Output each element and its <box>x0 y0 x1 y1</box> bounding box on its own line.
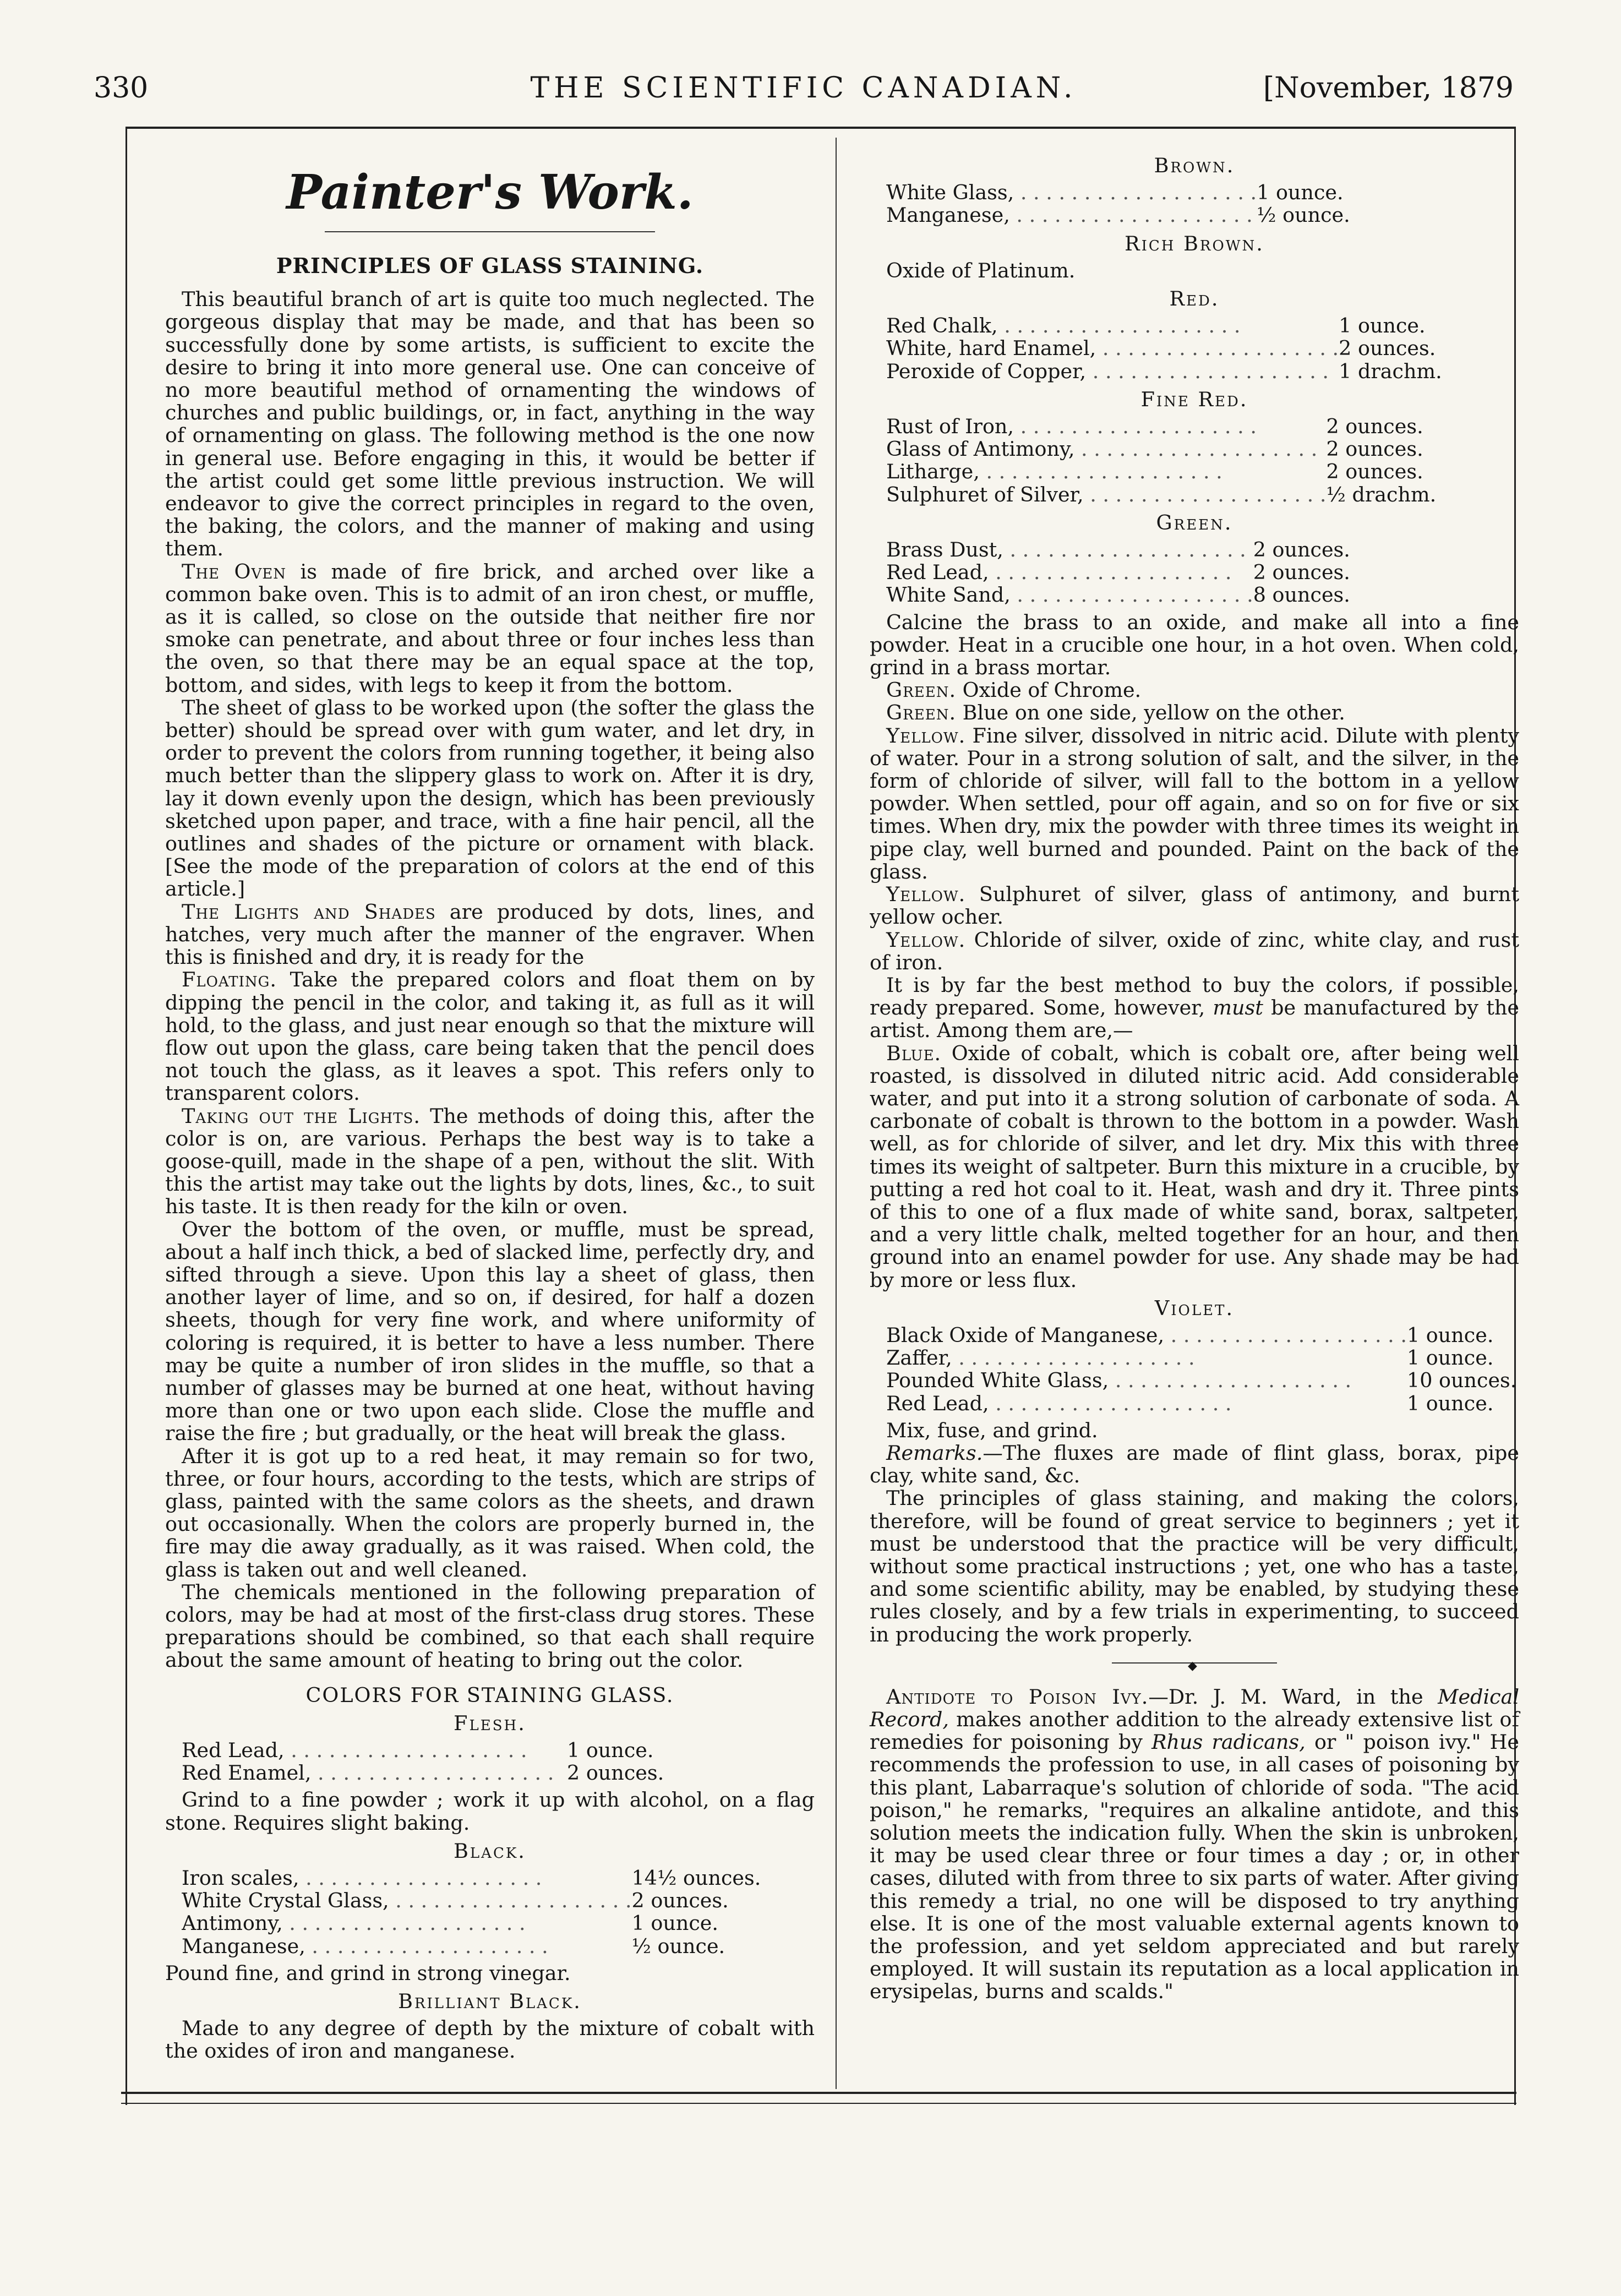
antidote-text-b: makes another addition to the already extensive list of remedies for poisoning by <box>870 1708 1519 1754</box>
page-number: 330 <box>94 72 149 105</box>
lights-text: are produced by dots, lines, and hatches, very much after the manner of the engraver. When this is finished and dry, it is ready for the <box>165 899 815 969</box>
green-chrome-lead: Green. <box>886 678 957 702</box>
chemicals-paragraph: The chemicals mentioned in the following preparation of colors, may be had at most of the first-class drug stores. These preparations should be combined, so that each shall require about the same amount of heating to bring out the color. <box>165 1580 815 1672</box>
quantity: 1 ounce. <box>567 1738 654 1762</box>
antidote-lead: Antidote to Poison Ivy. <box>886 1684 1149 1709</box>
heading-rule <box>325 231 655 232</box>
antidote-text-c: or " poison ivy." He recommends the profession to use, in all cases of poisoning by this plant, Labarraque's solution of chloride of soda. "The acid poison," he remarks, "requires an alkaline antidote, and this solution meets the indication fully. When the skin is unbroken, it may be used clear three or four times a day ; or, in other cases, diluted with from three to six parts of water. After giving this remedy a trial, no one will be disposed to try anything else. It is one of the most valuable external agents known to the profession, and yet seldom appreciated and but rarely employed. It will sustain its reputation as a local application in erysipelas, burns and scalds." <box>870 1730 1520 2004</box>
lights-lead: The Lights and Shades <box>182 899 436 924</box>
quantity: 2 ounces. <box>567 1761 664 1785</box>
flesh-note: Grind to a fine powder ; work it up with alcohol, on a flag stone. Requires slight baking. <box>165 1788 815 1835</box>
recipe-row <box>886 314 1482 337</box>
species-name: Rhus radicans, <box>1151 1730 1306 1754</box>
ingredient: Iron scales, . . . <box>182 1867 632 1889</box>
black-note: Pound fine, and grind in strong vinegar. <box>165 1961 571 1985</box>
yellow-silver-paragraph <box>870 724 1519 883</box>
blue-lead: Blue. <box>886 1041 942 1065</box>
oven-paragraph <box>165 560 815 696</box>
buy-text-b: be manufactured by the artist. Among them are,— <box>870 996 1519 1043</box>
recipe-row <box>182 1912 775 1934</box>
right-column <box>870 149 1519 2003</box>
ingredient: Red Lead, . . . <box>886 561 1253 583</box>
calcine-paragraph: Calcine the brass to an oxide, and make all into a fine powder. Heat in a crucible one hour, in a hot oven. When cold, grind in a brass mortar. <box>870 610 1519 680</box>
recipe-row <box>886 1369 1519 1392</box>
quantity: 14½ ounces. <box>631 1866 761 1890</box>
ingredient: Zaffer, . . . <box>886 1346 1407 1369</box>
quantity: 1 ounce. <box>1406 1391 1494 1415</box>
ingredient: Red Enamel, . . . <box>182 1761 567 1784</box>
running-header <box>94 66 1514 116</box>
buy-emphasis: must <box>1213 996 1263 1020</box>
fine-red-recipe <box>886 415 1469 506</box>
ingredient: White Glass, . . . <box>886 181 1257 204</box>
recipe-row <box>886 337 1482 359</box>
quantity: 1 ounce. <box>631 1911 719 1935</box>
quantity: 1 ounce. <box>1406 1346 1494 1370</box>
ingredient: White Sand, . . . <box>886 583 1253 606</box>
yellow-silver-lead: Yellow. <box>886 723 966 748</box>
quantity: 10 ounces. <box>1406 1368 1517 1393</box>
recipe-row <box>886 1324 1519 1346</box>
quantity: 2 ounces. <box>1253 560 1350 585</box>
antidote-text-a: —Dr. J. M. Ward, in the <box>1148 1684 1438 1709</box>
floating-paragraph <box>165 968 815 1104</box>
recipe-row <box>886 1346 1519 1369</box>
floating-text: Take the prepared colors and float them on by dipping the pencil in the color, and taking it, as full as it will hold, to the glass, and just near enough so that the mixture will flow out upon the glass, care being taken that the pencil does not touch the glass, as it leaves a spot. This refers only to transparent colors. <box>165 968 815 1105</box>
mix-note: Mix, fuse, and grind. <box>886 1418 1098 1442</box>
remarks-paragraph <box>870 1442 1519 1487</box>
ingredient: Manganese, . . . <box>886 204 1257 226</box>
flesh-heading: Flesh. <box>454 1711 526 1735</box>
issue-date: [November, 1879 <box>1263 72 1514 105</box>
ingredient: Red Lead, . . . <box>886 1392 1407 1415</box>
taking-text: The methods of doing this, after the color is on, are various. Perhaps the best way is to take a goose-quill, made in the shape of a pen, without the slit. With this the artist may take out the lights by dots, lines, &c., to suit his taste. It is then ready for the kiln or oven. <box>165 1104 815 1219</box>
floating-lead: Floating. <box>182 968 277 992</box>
left-column <box>165 149 815 2063</box>
quantity: 2 ounces. <box>1326 415 1423 439</box>
green-blue-text: Blue on one side, yellow on the other. <box>956 701 1345 725</box>
yellow-chloride-text: Chloride of silver, oxide of zinc, white clay, and rust of iron. <box>870 928 1519 974</box>
rich-brown-note: Oxide of Platinum. <box>886 258 1076 282</box>
recipe-row <box>886 360 1482 383</box>
recipe-row <box>886 561 1396 583</box>
black-heading: Black. <box>454 1839 526 1863</box>
taking-lead: Taking out the Lights. <box>182 1104 421 1128</box>
recipe-row <box>886 438 1469 460</box>
green-blue-paragraph <box>870 701 1519 724</box>
green-blue-lead: Green. <box>886 701 957 725</box>
ingredient: Antimony, . . . <box>182 1912 632 1934</box>
quantity: 2 ounces. <box>631 1889 729 1913</box>
quantity: 2 ounces. <box>1253 538 1350 562</box>
buy-colors-paragraph <box>870 974 1519 1042</box>
recipe-row <box>182 1935 775 1957</box>
bottom-rule <box>121 2092 1516 2104</box>
brilliant-black-note: Made to any degree of depth by the mixture of cobalt with the oxides of iron and manganese. <box>165 2016 815 2063</box>
recipe-row <box>886 538 1396 561</box>
red-recipe <box>886 314 1482 383</box>
colors-heading: COLORS FOR STAINING GLASS. <box>305 1683 674 1707</box>
periodical-title: THE SCIENTIFIC CANADIAN. <box>530 72 1077 105</box>
green-chrome-text: Oxide of Chrome. <box>956 678 1142 702</box>
fine-red-heading: Fine Red. <box>1140 387 1248 411</box>
green-recipe <box>886 538 1396 607</box>
recipe-row <box>886 415 1469 438</box>
ingredient: Manganese, . . . <box>182 1935 632 1957</box>
recipe-row <box>182 1867 775 1889</box>
quantity: 2 ounces. <box>1326 460 1423 484</box>
recipe-row <box>182 1739 710 1761</box>
ingredient: Red Lead, . . . <box>182 1739 567 1761</box>
ingredient: White, hard Enamel, . . . <box>886 337 1339 359</box>
ingredient: Sulphuret of Silver, . . . <box>886 483 1326 506</box>
rich-brown-heading: Rich Brown. <box>1125 231 1264 255</box>
quantity: 1 ounce. <box>1339 314 1426 338</box>
remarks-text: —The fluxes are made of flint glass, borax, pipe clay, white sand, &c. <box>870 1441 1519 1488</box>
quantity: 2 ounces. <box>1339 336 1436 361</box>
remarks-lead: Remarks. <box>886 1441 983 1465</box>
flesh-recipe <box>182 1739 710 1784</box>
quantity: ½ drachm. <box>1326 482 1437 506</box>
ingredient: Litharge, . . . <box>886 460 1326 483</box>
ingredient: Peroxide of Copper, . . . <box>886 360 1339 383</box>
ingredient: Pounded White Glass, . . . <box>886 1369 1407 1392</box>
quantity: 1 ounce. <box>1257 181 1344 205</box>
yellow-sulphuret-paragraph <box>870 883 1519 928</box>
principles-paragraph: The principles of glass staining, and making the colors, therefore, will be found of great service to beginners ; yet it must be understood that the practice will be very difficult, without some practical instructions ; yet, one who has a taste, and some scientific ability, may be enabled, by studying these rules closely, and by a few trials in experimenting, to succeed in producing the work properly. <box>870 1486 1519 1646</box>
yellow-sulphuret-lead: Yellow. <box>886 882 966 907</box>
ingredient: Rust of Iron, . . . <box>886 415 1326 438</box>
yellow-sulphuret-text: Sulphuret of silver, glass of antimony, and burnt yellow ocher. <box>870 882 1519 929</box>
antidote-paragraph <box>870 1686 1519 2003</box>
violet-recipe <box>886 1324 1519 1415</box>
recipe-row <box>886 181 1400 204</box>
sheet-paragraph: The sheet of glass to be worked upon (the softer the glass the better) should be spread over with gum water, and let dry, in order to prevent the colors from running together, it being also much better than the slippery glass to work on. After it is dry, lay it down evenly upon the design, which has been previously sketched upon paper, and trace, with a fine hair pencil, all the outlines and shades of the picture or ornament with black. [See the mode of the preparation of colors at the end of this article.] <box>165 695 815 901</box>
intro-paragraph: This beautiful branch of art is quite too much neglected. The gorgeous display that may be made, and that has been so successfully done by some artists, is sufficient to excite the desire to bring it into more general use. One can conceive of no more beautiful method of ornamenting the windows of churches and public buildings, or, in fact, anything in the way of ornamenting on glass. The following method is the one now in general use. Before engaging in this, it would be better if the artist could get some little previous instruction. We will endeavor to give the correct principles in regard to the oven, the baking, the colors, and the manner of making and using them. <box>165 287 815 561</box>
muffle-paragraph: Over the bottom of the oven, or muffle, must be spread, about a half inch thick, a bed of slacked lime, perfectly dry, and sifted through a sieve. Upon this lay a sheet of glass, then another layer of lime, and so on, if desired, for half a dozen sheets, though for very fine work, and where uniformity of coloring is required, it is better to have a less number. There may be quite a number of iron slides in the muffle, so that a number of glasses may be burned at one heat, without having more than one or two upon each slide. Close the muffle and raise the fire ; but gradually, or the heat will break the glass. <box>165 1217 815 1446</box>
oven-text: is made of fire brick, and arched over like a common bake oven. This is to admit of an iron chest, or muffle, as it is called, so close on the outside that neither fire nor smoke can penetrate, and about three or four inches less than the oven, so that there may be an equal space at the top, bottom, and sides, with legs to keep it from the bottom. <box>165 559 815 697</box>
recipe-row <box>886 204 1400 226</box>
recipe-row <box>886 1392 1519 1415</box>
quantity: 1 drachm. <box>1339 359 1442 383</box>
ingredient: Black Oxide of Manganese, . . . <box>886 1324 1407 1346</box>
yellow-silver-text: Fine silver, dissolved in nitric acid. Dilute with plenty of water. Pour in a strong solution of salt, and the silver, in the form of chloride of silver, will fall to the bottom in a yellow powder. When settled, pour off again, and so on for five or six times. When dry, mix the powder with three times its weight in pipe clay, well burned and pounded. Paint on the back of the glass. <box>870 723 1519 884</box>
article-separator <box>1112 1662 1277 1664</box>
recipe-row <box>886 460 1469 483</box>
ingredient: White Crystal Glass, . . . <box>182 1889 632 1912</box>
quantity: 2 ounces. <box>1326 437 1423 461</box>
blue-paragraph <box>870 1042 1519 1291</box>
lights-paragraph <box>165 901 815 969</box>
buy-text-a: It is by far the best method to buy the colors, if possible, ready prepared. Some, however, <box>870 973 1519 1020</box>
column-divider <box>836 138 837 2089</box>
recipe-row <box>182 1761 710 1784</box>
brilliant-black-heading: Brilliant Black. <box>398 1989 582 2014</box>
heat-paragraph: After it is got up to a red heat, it may remain so for two, three, or four hours, according to the tests, which are strips of glass, painted with the same colors as the sheets, and drawn out occasionally. When the colors are properly burned in, the fire may die away gradually, as it was raised. When cold, the glass is taken out and well cleaned. <box>165 1444 815 1581</box>
oven-lead: The Oven <box>182 559 286 583</box>
yellow-chloride-lead: Yellow. <box>886 928 966 952</box>
quantity: ½ ounce. <box>631 1934 725 1958</box>
brown-recipe <box>886 181 1400 226</box>
brown-heading: Brown. <box>1154 154 1235 177</box>
recipe-row <box>886 483 1469 506</box>
blue-text: Oxide of cobalt, which is cobalt ore, after being well roasted, is dissolved in diluted nitric acid. Add considerable water, and put into it a strong solution of carbonate of soda. A carbonate of cobalt is thrown to the bottom in a powder. Wash well, as for chloride of silver, and let dry. Mix this with three times its weight of saltpeter. Burn this mixture in a crucible, by putting a red hot coal to it. Heat, wash and dry it. Three pints of this to one of a flux made of white sand, borax, saltpeter, and a very little chalk, melted together for an hour, and then ground into an enamel powder for use. Any shade may be had by more or less flux. <box>870 1041 1519 1292</box>
black-recipe <box>182 1867 775 1957</box>
red-heading: Red. <box>1169 287 1220 311</box>
quantity: 1 ounce. <box>1406 1323 1494 1347</box>
green-heading: Green. <box>1156 510 1233 535</box>
ingredient: Red Chalk, . . . <box>886 314 1339 337</box>
taking-paragraph <box>165 1105 815 1218</box>
department-heading: Painter's Work. <box>286 165 694 220</box>
recipe-row <box>182 1889 775 1912</box>
violet-heading: Violet. <box>1154 1296 1235 1320</box>
green-chrome-paragraph <box>870 679 1519 701</box>
article-title: PRINCIPLES OF GLASS STAINING. <box>276 253 704 278</box>
yellow-chloride-paragraph <box>870 929 1519 974</box>
ingredient: Brass Dust, . . . <box>886 538 1253 561</box>
recipe-row <box>886 583 1396 606</box>
journal-name: Medical Record, <box>870 1684 1519 1731</box>
ingredient: Glass of Antimony, . . . <box>886 438 1326 460</box>
quantity: 8 ounces. <box>1253 583 1350 607</box>
quantity: ½ ounce. <box>1257 203 1350 227</box>
